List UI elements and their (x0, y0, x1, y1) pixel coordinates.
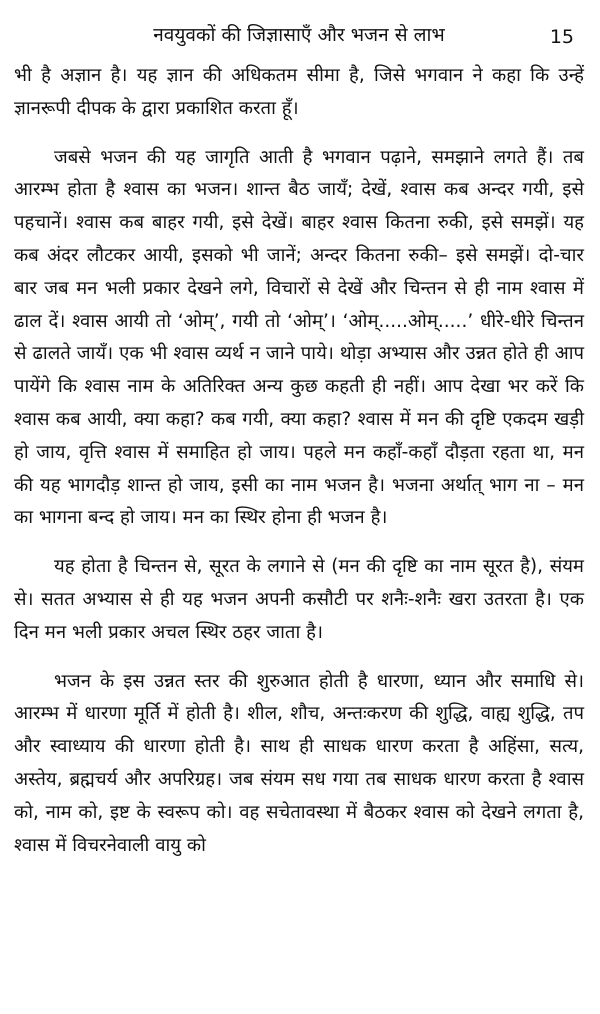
page-number: 15 (549, 26, 574, 48)
page-header (14, 0, 584, 52)
paragraph-dharana: भजन के इस उन्नत स्तर की शुरुआत होती है धारणा, ध्यान और समाधि से। आरम्भ में धारणा मूर्ति में होती है। शील, शौच, अन्तःकरण की शुद्धि, वाह्य शुद्धि, तप और स्वाध्याय की धारणा होती है। साथ ही साधक धारण करता है अहिंसा, सत्य, अस्तेय, ब्रह्मचर्य और अपरिग्रह। जब संयम सध गया तब साधक धारण करता है श्वास को, नाम को, इष्ट के स्वरूप को। वह सचेतावस्था में बैठकर श्वास को देखने लगता है, श्वास में विचरनेवाली वायु को (14, 670, 584, 856)
body-text (14, 60, 584, 878)
paragraph-contemplation: यह होता है चिन्तन से, सूरत के लगाने से (मन की दृष्टि का नाम सूरत है), संयम से। सतत अभ्यास से ही यह भजन अपनी कसौटी पर शनैः-शनैः खरा उतरता है। एक दिन मन भली प्रकार अचल स्थिर ठहर जाता है। (14, 556, 584, 643)
paragraph-breath-bhajan: जबसे भजन की यह जागृति आती है भगवान पढ़ाने, समझाने लगते हैं। तब आरम्भ होता है श्वास का भजन। शान्त बैठ जायँ; देखें, श्वास कब अन्दर गयी, इसे पहचानें। श्वास कब बाहर गयी, इसे देखें। बाहर श्वास कितना रुकी, इसे समझें। यह कब अंदर लौटकर आयी, इसको भी जानें; अन्दर कितना रुकी– इसे समझें। दो-चार बार जब मन भली प्रकार देखने लगे, विचारों से देखें और चिन्तन से ही नाम श्वास में ढाल दें। श्वास आयी तो ‘ओम्’, गयी तो ‘ओम्’। ‘ओम्.....ओम्.....’ धीरे-धीरे चिन्तन से ढालते जायँ। एक भी श्वास व्यर्थ न जाने पाये। थोड़ा अभ्यास और उन्नत होते ही आप पायेंगे कि श्वास नाम के अतिरिक्त अन्य कुछ कहती ही नहीं। आप देखा भर करें कि श्वास कब आयी, क्या कहा? कब गयी, क्या कहा? श्वास में मन की दृष्टि एकदम खड़ी हो जाय, वृत्ति श्वास में समाहित हो जाय। पहले मन कहाँ-कहाँ दौड़ता रहता था, मन की यह भागदौड़ शान्त हो जाय, इसी का नाम भजन है। भजना अर्थात् भाग ना – मन का भागना बन्द हो जाय। मन का स्थिर होना ही भजन है। (14, 146, 584, 529)
paragraph-continuation: भी है अज्ञान है। यह ज्ञान की अधिकतम सीमा है, जिसे भगवान ने कहा कि उन्हें ज्ञानरूपी दीपक के द्वारा प्रकाशित करता हूँ। (14, 65, 584, 119)
running-title: नवयुवकों की जिज्ञासाएँ और भजन से लाभ (153, 24, 445, 46)
